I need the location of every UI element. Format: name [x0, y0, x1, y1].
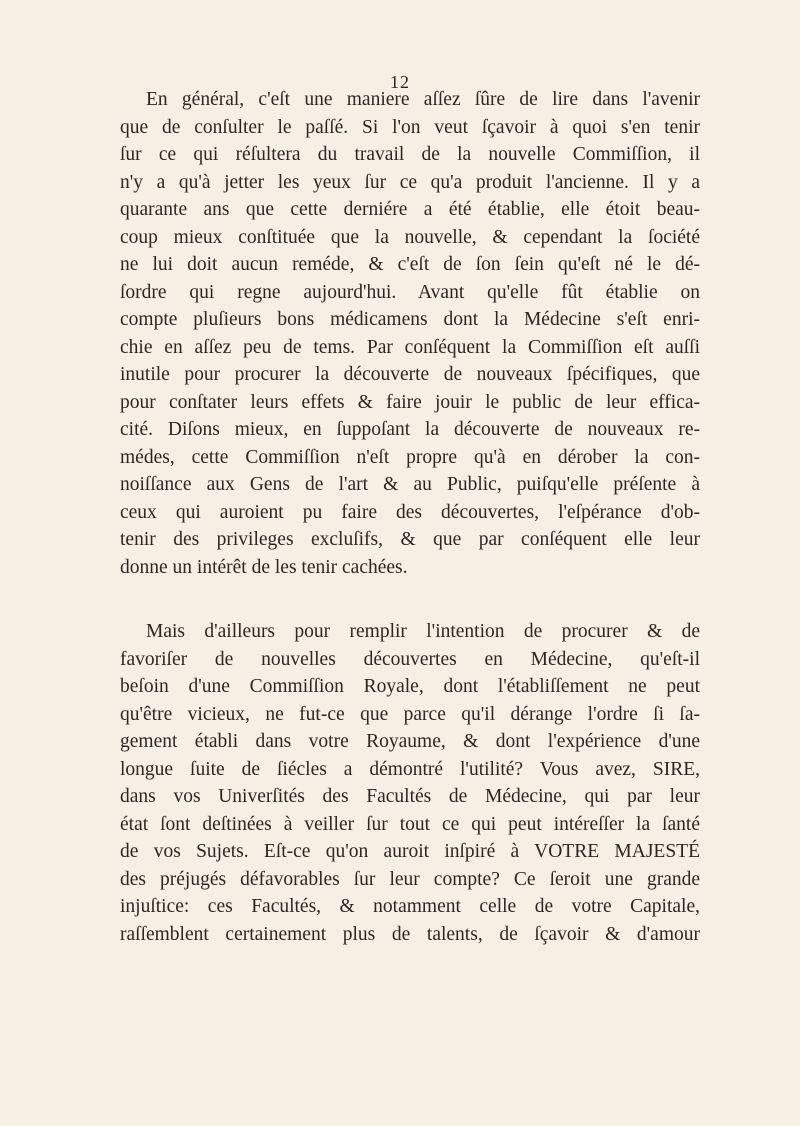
paragraph-2 — [120, 618, 700, 948]
text-line: compte pluſieurs bons médicamens dont la Médecine s'eſt enri- — [120, 309, 700, 330]
text-line: ne lui doit aucun reméde, & c'eſt de ſon ſein qu'eſt né le dé- — [120, 254, 700, 275]
text-line: raſſemblent certainement plus de talents, de ſçavoir & d'amour — [120, 923, 700, 945]
text-line: ſordre qui regne aujourd'hui. Avant qu'elle fût établie on — [120, 281, 700, 303]
text-line: coup mieux conſtituée que la nouvelle, & cependant la ſociété — [120, 226, 700, 248]
text-line: beſoin d'une Commiſſion Royale, dont l'établiſſement ne peut — [120, 676, 700, 697]
text-line: n'y a qu'à jetter les yeux ſur ce qu'a produit l'ancienne. Il y a — [120, 171, 700, 193]
text-line: gement établi dans votre Royaume, & dont l'expérience d'une — [120, 731, 700, 752]
text-line: tenir des privileges excluſifs, & que par conſéquent elle leur — [120, 529, 700, 550]
text-line: que de conſulter le paſſé. Si l'on veut ſçavoir à quoi s'en tenir — [120, 116, 700, 138]
text-line: favoriſer de nouvelles découvertes en Médecine, qu'eſt-il — [120, 648, 700, 670]
text-line: ceux qui auroient pu faire des découvertes, l'eſpérance d'ob- — [120, 501, 700, 523]
text-line: chie en aſſez peu de tems. Par conſéquent la Commiſſion eſt auſſi — [120, 336, 700, 358]
text-line: médes, cette Commiſſion n'eſt propre qu'à en dérober la con- — [120, 446, 700, 468]
text-line: En général, c'eſt une maniere aſſez ſûre de lire dans l'avenir — [146, 89, 700, 110]
paragraph-1 — [120, 86, 700, 581]
text-line: noiſſance aux Gens de l'art & au Public, puiſqu'elle préſente à — [120, 474, 700, 495]
text-line: dans vos Univerſités des Facultés de Médecine, qui par leur — [120, 786, 700, 807]
text-line: état ſont deſtinées à veiller ſur tout ce qui peut intéreſſer la ſanté — [120, 813, 700, 835]
text-line: inutile pour procurer la découverte de nouveaux ſpécifiques, que — [120, 364, 700, 385]
text-line: des préjugés défavorables ſur leur compte? Ce ſeroit une grande — [120, 868, 700, 890]
text-line: quarante ans que cette derniére a été établie, elle étoit beau- — [120, 199, 700, 220]
text-line: donne un intérêt de les tenir cachées. — [120, 556, 408, 578]
page-number: 12 — [390, 72, 410, 92]
text-line: longue ſuite de ſiécles a démontré l'utilité? Vous avez, SIRE, — [120, 758, 700, 780]
text-line: de vos Sujets. Eſt-ce qu'on auroit inſpiré à VOTRE MAJESTÉ — [120, 841, 700, 862]
text-line: pour conſtater leurs effets & faire jouir le public de leur effica- — [120, 391, 700, 413]
text-line: injuſtice: ces Facultés, & notamment celle de votre Capitale, — [120, 896, 700, 917]
text-line: cité. Diſons mieux, en ſuppoſant la découverte de nouveaux re- — [120, 419, 700, 440]
text-line: ſur ce qui réſultera du travail de la nouvelle Commiſſion, il — [120, 144, 700, 165]
text-line: Mais d'ailleurs pour remplir l'intention de procurer & de — [146, 621, 700, 642]
text-line: qu'être vicieux, ne fut-ce que parce qu'il dérange l'ordre ſi ſa- — [120, 703, 700, 725]
